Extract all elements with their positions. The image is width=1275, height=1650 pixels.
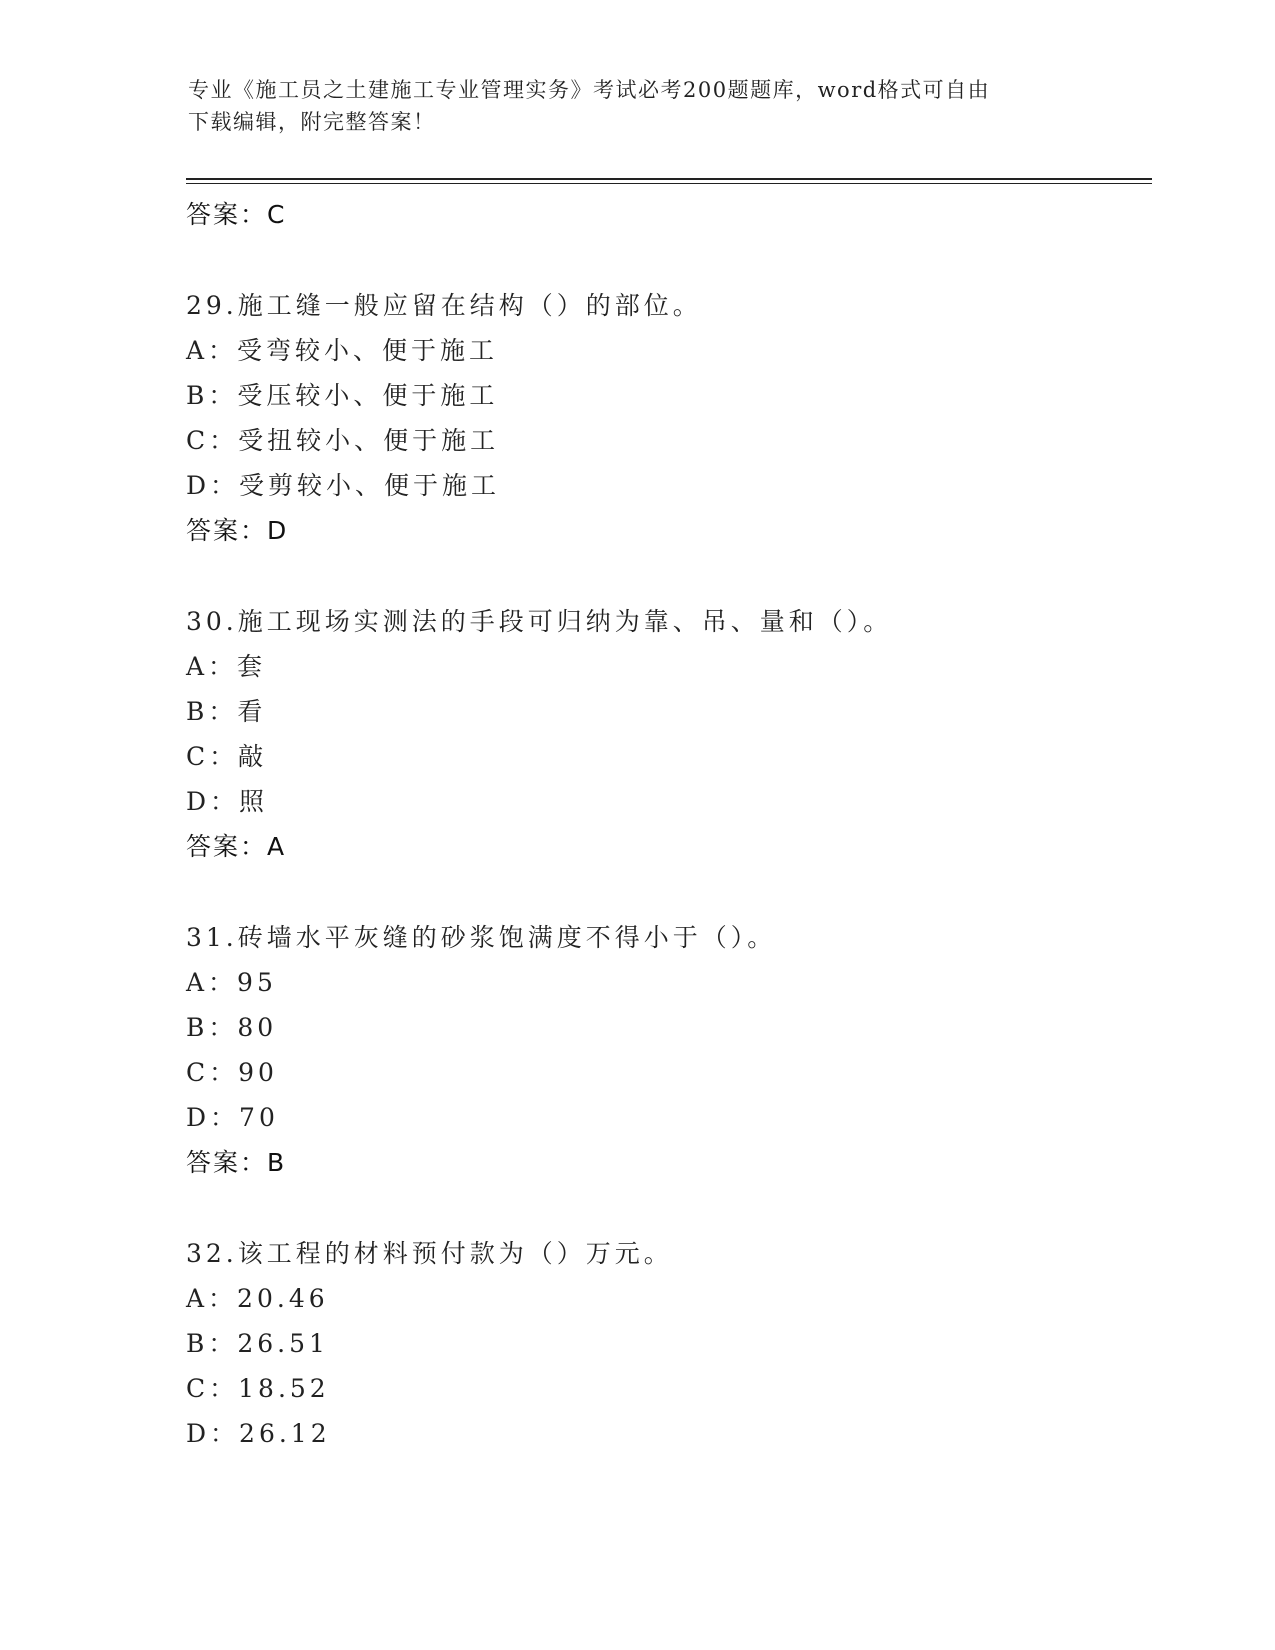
option-c: C：90 [186, 1058, 278, 1087]
document-header [188, 74, 1068, 138]
answer-line: 答案：A [186, 832, 287, 861]
spacer [186, 869, 1146, 915]
question-block [186, 283, 1146, 553]
header-line-2: 下载编辑，附完整答案！ [188, 110, 436, 134]
header-rule-thick [186, 178, 1152, 180]
option-a: A：受弯较小、便于施工 [186, 336, 499, 365]
option-d: D：70 [186, 1103, 279, 1132]
header-rule-thin [186, 183, 1152, 184]
option-b: B：看 [186, 697, 267, 726]
header-line-1: 专业《施工员之土建施工专业管理实务》考试必考200题题库，word格式可自由 [188, 78, 991, 102]
answer-line: 答案：D [186, 516, 289, 545]
option-a: A：20.46 [186, 1284, 329, 1313]
option-c: C：18.52 [186, 1374, 330, 1403]
spacer [186, 553, 1146, 599]
spacer [186, 1185, 1146, 1231]
question-text: 29.施工缝一般应留在结构（）的部位。 [186, 291, 702, 320]
option-a: A：95 [186, 968, 277, 997]
question-block [186, 1231, 1146, 1456]
option-b: B：80 [186, 1013, 278, 1042]
option-a: A：套 [186, 652, 267, 681]
option-b: B：受压较小、便于施工 [186, 381, 499, 410]
answer-line: 答案：C [186, 200, 287, 229]
answer-line: 答案：B [186, 1148, 287, 1177]
question-text: 30.施工现场实测法的手段可归纳为靠、吊、量和（）。 [186, 607, 893, 636]
question-text: 31.砖墙水平灰缝的砂浆饱满度不得小于（）。 [186, 923, 777, 952]
option-b: B：26.51 [186, 1329, 329, 1358]
question-block [186, 915, 1146, 1185]
option-c: C：敲 [186, 742, 268, 771]
question-text: 32.该工程的材料预付款为（）万元。 [186, 1239, 673, 1268]
option-d: D：受剪较小、便于施工 [186, 471, 501, 500]
option-d: D：26.12 [186, 1419, 331, 1448]
option-d: D：照 [186, 787, 269, 816]
question-list [186, 192, 1146, 1456]
option-c: C：受扭较小、便于施工 [186, 426, 500, 455]
spacer [186, 237, 1146, 283]
question-block [186, 599, 1146, 869]
